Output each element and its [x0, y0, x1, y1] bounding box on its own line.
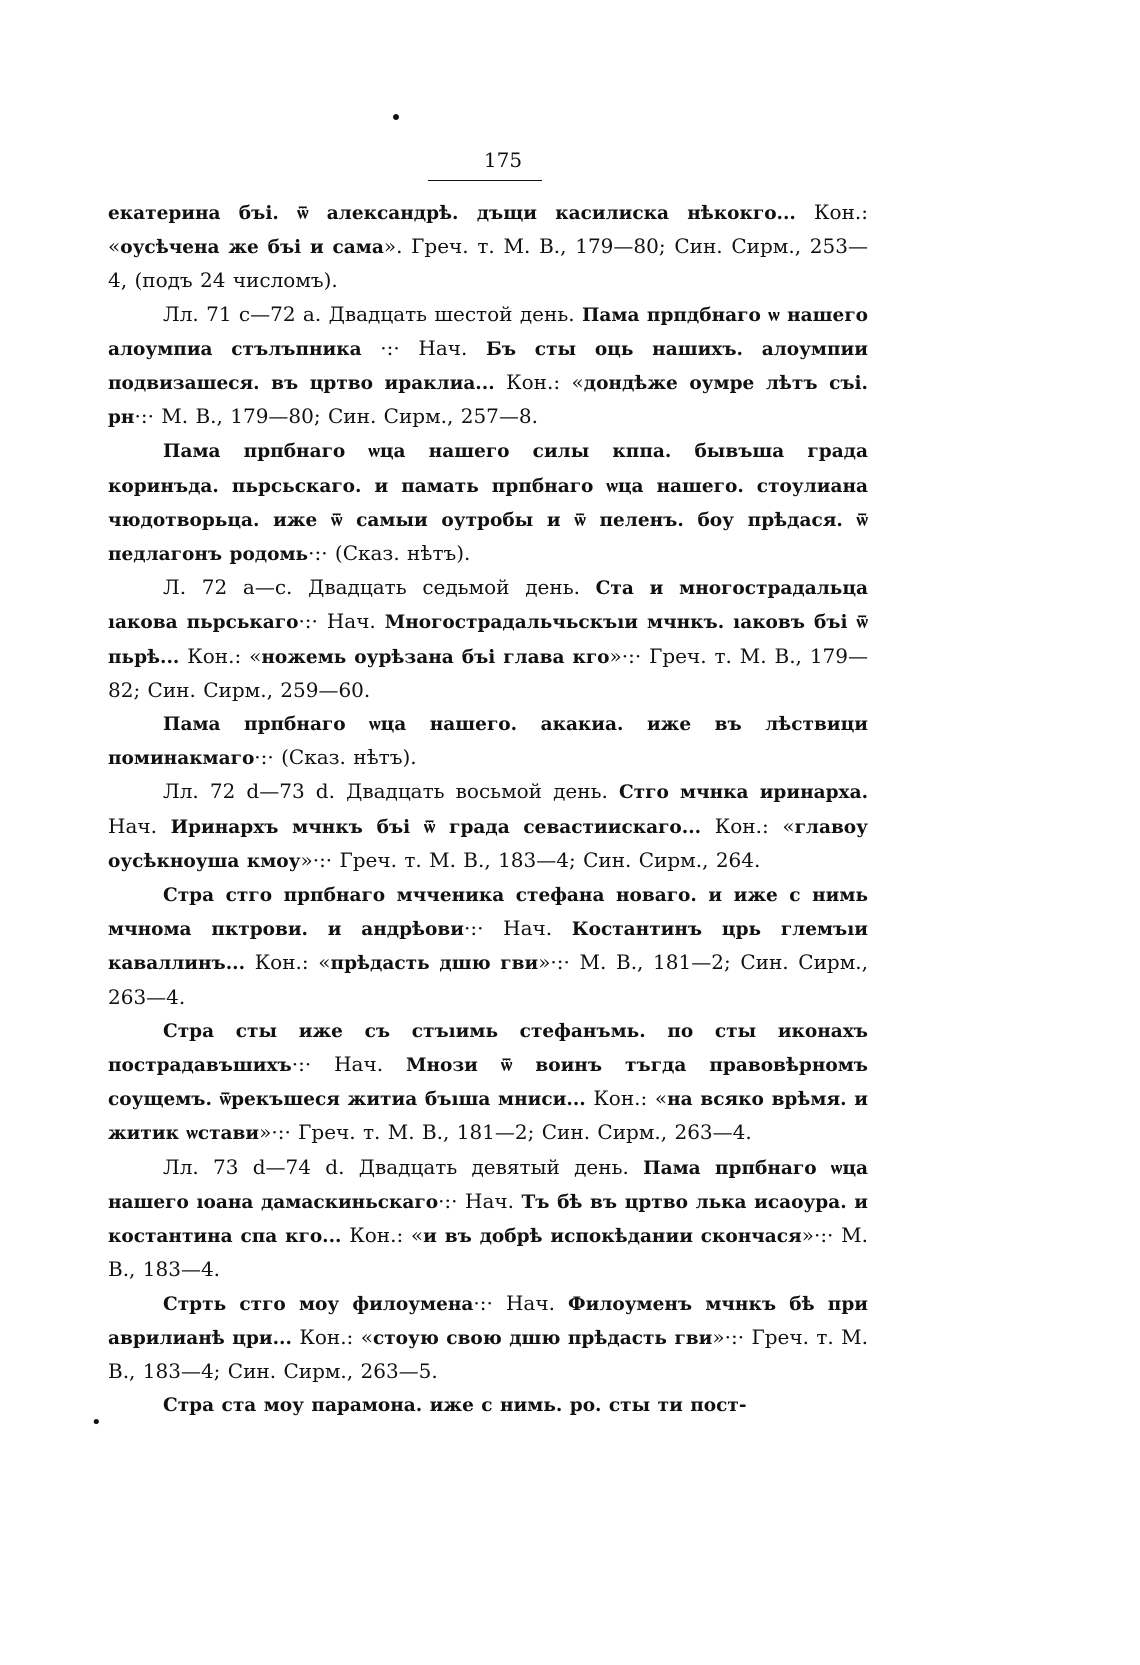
- church-slavonic-text: Стра сты иже съ стъıимь стефанъмь. по сты иконахъ пострадавъшихъ: [108, 1020, 868, 1077]
- russian-text: Кон.: «: [291, 1324, 373, 1349]
- church-slavonic-text: прѣдасть дшю гви: [330, 953, 539, 975]
- margin-bullet: •: [91, 1412, 102, 1433]
- document-page: [91, 0, 869, 1665]
- paragraph: [108, 1014, 868, 1151]
- church-slavonic-text: Стра ста моу парамона. иже с нимь. ро. сты ти пост-: [163, 1395, 747, 1417]
- church-slavonic-text: Ста и многострадальца ıакова пьрськаго: [108, 578, 868, 634]
- russian-text: Кон.: «: [585, 1086, 668, 1111]
- church-slavonic-text: екатерина бъі. ѿ александрѣ. дъщи касилиска нѣкокго...: [108, 203, 796, 224]
- church-slavonic-text: Мнози ѿ воинъ тъгда правовѣрномъ соущемъ. ѿрекъшеся житиа бъıша мниси...: [108, 1055, 868, 1111]
- russian-text: ·:· Нач.: [473, 1290, 569, 1315]
- russian-text: ·:· Нач.: [463, 916, 572, 941]
- paragraph: [108, 196, 868, 298]
- russian-text: Кон.: «: [494, 370, 584, 395]
- russian-text: »·:· М. В., 181—2; Син. Сирм., 263—4.: [108, 950, 869, 1009]
- church-slavonic-text: стоую свою дшю прѣдасть гви: [372, 1327, 713, 1349]
- ink-dot: [393, 114, 399, 120]
- page-number: 175: [483, 148, 523, 172]
- russian-text: ·:· Нач.: [298, 609, 385, 634]
- church-slavonic-text: Бъ сты оць нашихъ. алоумпии подвизашеся. въ цртво ираклиа...: [108, 338, 868, 395]
- church-slavonic-text: оусѣчена же бъі и сама: [120, 237, 384, 259]
- paragraph: [108, 1151, 868, 1287]
- paragraph: [108, 434, 868, 571]
- russian-text: Кон.: «: [701, 813, 795, 838]
- paragraph: [108, 775, 868, 878]
- church-slavonic-text: Филоуменъ мчнкъ бѣ при аврилианѣ цри...: [108, 1293, 868, 1349]
- russian-text: Л. 72 a—c. Двадцать седьмой день.: [163, 575, 596, 600]
- russian-text: »·:· Греч. т. М. В., 183—4; Син. Сирм., 264.: [300, 847, 761, 872]
- russian-text: Кон.: «: [108, 200, 868, 259]
- church-slavonic-text: и въ добрѣ испокѣдании скончася: [423, 1226, 802, 1248]
- church-slavonic-text: Пама прпбнаго ѡца нашего ıоана дамаскиньскаго: [108, 1157, 868, 1213]
- church-slavonic-text: Пама прпбнаго ѡца нашего силы кппа. бывъша града коринъда. пьрсьскаго. и памать прпбнаго ѡца нашего. стоулиана чюдотворьца. иже ѿ самыи оутробы и ѿ пеленъ. боу прѣдася. ѿ педлагонъ родомь: [108, 441, 868, 566]
- page-number-rule: [428, 180, 542, 181]
- church-slavonic-text: Стра стго прпбнаго мчченика стефана новаго. и иже с нимь мчнома пктрови. и андрѣови: [108, 885, 868, 941]
- body-text: [108, 196, 868, 1422]
- church-slavonic-text: Костантинъ црь глемъıи каваллинъ...: [108, 919, 868, 975]
- russian-text: »·:· Греч. т. М. В., 179—82; Син. Сирм., 259—60.: [108, 643, 868, 702]
- russian-text: ». Греч. т. М. В., 179—80; Син. Сирм., 253—4, (подъ 24 числомъ).: [108, 234, 868, 293]
- church-slavonic-text: на всяко врѣмя. и житик ѡстави: [108, 1089, 868, 1145]
- church-slavonic-text: Стго мчнка иринарха.: [618, 782, 869, 804]
- russian-text: ·:· Нач.: [361, 335, 487, 360]
- church-slavonic-text: Пама прпдбнаго ѡ нашего алоумпиа стълъпника: [108, 304, 868, 360]
- paragraph: [108, 571, 868, 707]
- russian-text: ·:· (Сказ. нѣтъ).: [308, 541, 471, 566]
- church-slavonic-text: главоу оусѣкноуша кмоу: [108, 816, 868, 872]
- church-slavonic-text: Стрть стго моу филоумена: [163, 1293, 474, 1315]
- paragraph: [108, 707, 868, 775]
- church-slavonic-text: дондѣже оумре лѣтъ съі. рн: [108, 373, 868, 429]
- church-slavonic-text: Тъ бѣ въ цртво лька исаоура. и костантина спа кго...: [108, 1191, 868, 1248]
- paragraph: [108, 1287, 868, 1389]
- church-slavonic-text: Иринархъ мчнкъ бъі ѿ града севастиискаго...: [170, 816, 702, 838]
- russian-text: Кон.: «: [341, 1223, 424, 1248]
- russian-text: »·:· Греч. т. М. В., 183—4; Син. Сирм., 263—5.: [108, 1324, 868, 1383]
- church-slavonic-text: ножемь оурѣзана бъі глава кго: [261, 646, 610, 668]
- russian-text: Кон.: «: [179, 643, 262, 668]
- russian-text: ·:· Нач.: [438, 1188, 522, 1213]
- church-slavonic-text: Многострадальчьскъıи мчнкъ. ıаковъ бъі ѿ пьрѣ...: [108, 612, 868, 668]
- russian-text: Нач.: [108, 813, 171, 838]
- russian-text: »·:· М. В., 183—4.: [108, 1223, 868, 1282]
- russian-text: Лл. 72 d—73 d. Двадцать восьмой день.: [163, 779, 619, 804]
- russian-text: Лл. 71 c—72 a. Двадцать шестой день.: [163, 301, 582, 326]
- russian-text: ·:· Нач.: [291, 1052, 406, 1077]
- russian-text: Кон.: «: [245, 950, 331, 975]
- russian-text: Лл. 73 d—74 d. Двадцать девятый день.: [163, 1154, 644, 1179]
- paragraph: [108, 878, 868, 1014]
- paragraph: [108, 1388, 868, 1422]
- russian-text: »·:· Греч. т. М. В., 181—2; Син. Сирм., 263—4.: [259, 1120, 752, 1145]
- russian-text: ·:· М. В., 179—80; Син. Сирм., 257—8.: [134, 404, 538, 429]
- russian-text: ·:· (Сказ. нѣтъ).: [254, 745, 417, 770]
- paragraph: [108, 298, 868, 435]
- church-slavonic-text: Пама прпбнаго ѡца нашего. акакиа. иже въ лѣствици поминакмаго: [108, 714, 868, 770]
